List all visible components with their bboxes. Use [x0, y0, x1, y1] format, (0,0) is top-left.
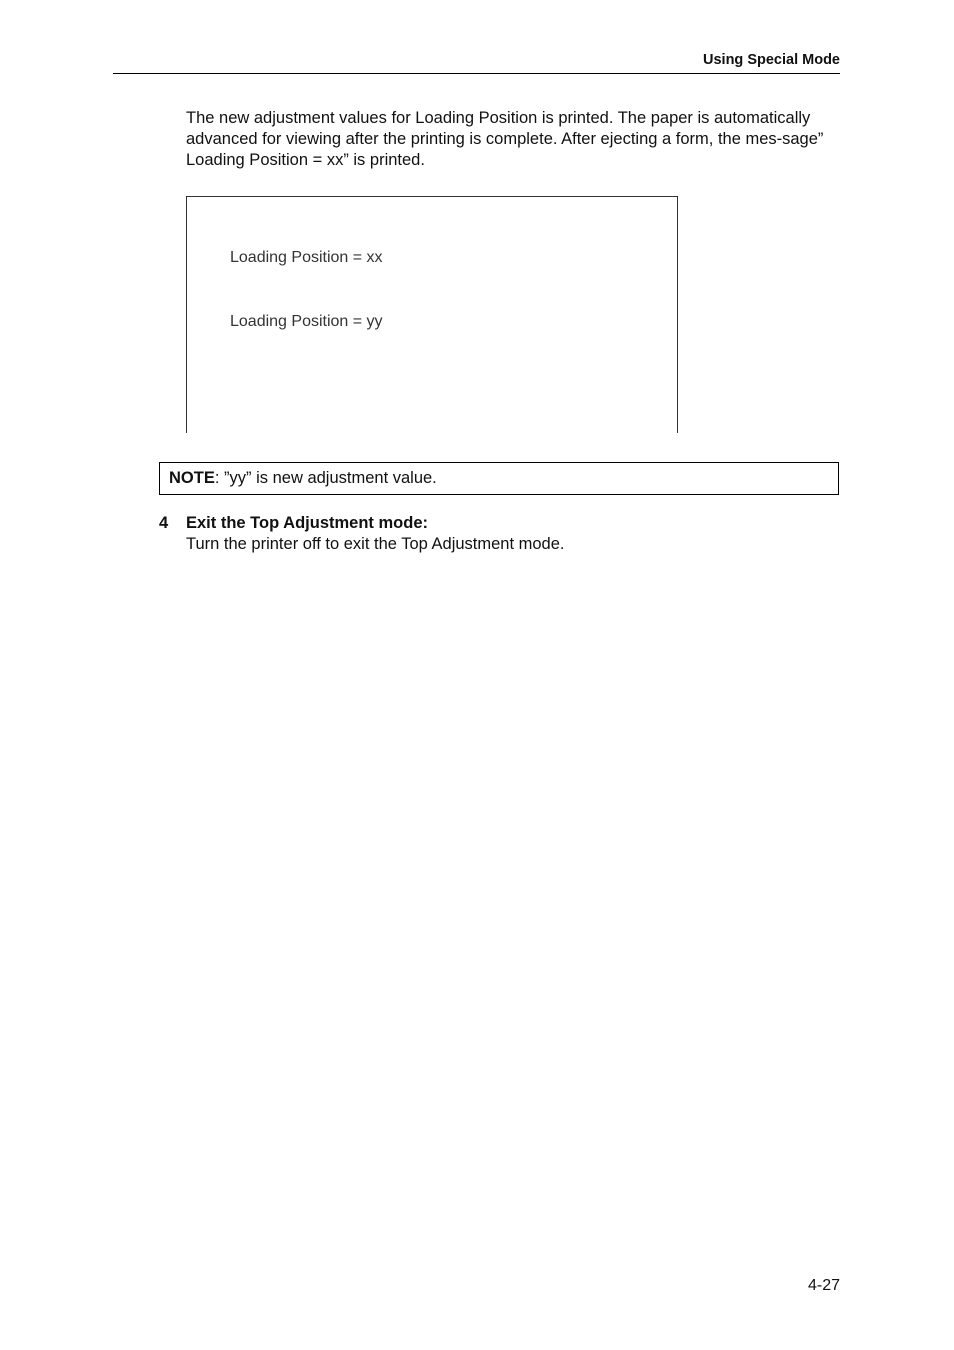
note-box — [159, 462, 839, 495]
step-number: 4 — [159, 514, 169, 532]
step-title: Exit the Top Adjustment mode: — [186, 514, 428, 532]
page-number: 4-27 — [807, 1277, 840, 1294]
note-text: : ”yy” is new adjustment value. — [214, 469, 437, 487]
printout-sample — [186, 196, 678, 433]
note-label: NOTE — [169, 469, 215, 487]
printout-line-old: Loading Position = xx — [230, 249, 383, 266]
section-title: Using Special Mode — [703, 52, 840, 68]
intro-paragraph: The new adjustment values for Loading Position is printed. The paper is automatically advanced for viewing after the printing is complete. After ejecting a form, the mes-sage” Loading Position = xx” is printed. — [186, 109, 824, 169]
step-text: Turn the printer off to exit the Top Adjustment mode. — [186, 535, 565, 553]
header-rule — [113, 73, 840, 74]
printout-line-new: Loading Position = yy — [230, 313, 383, 330]
